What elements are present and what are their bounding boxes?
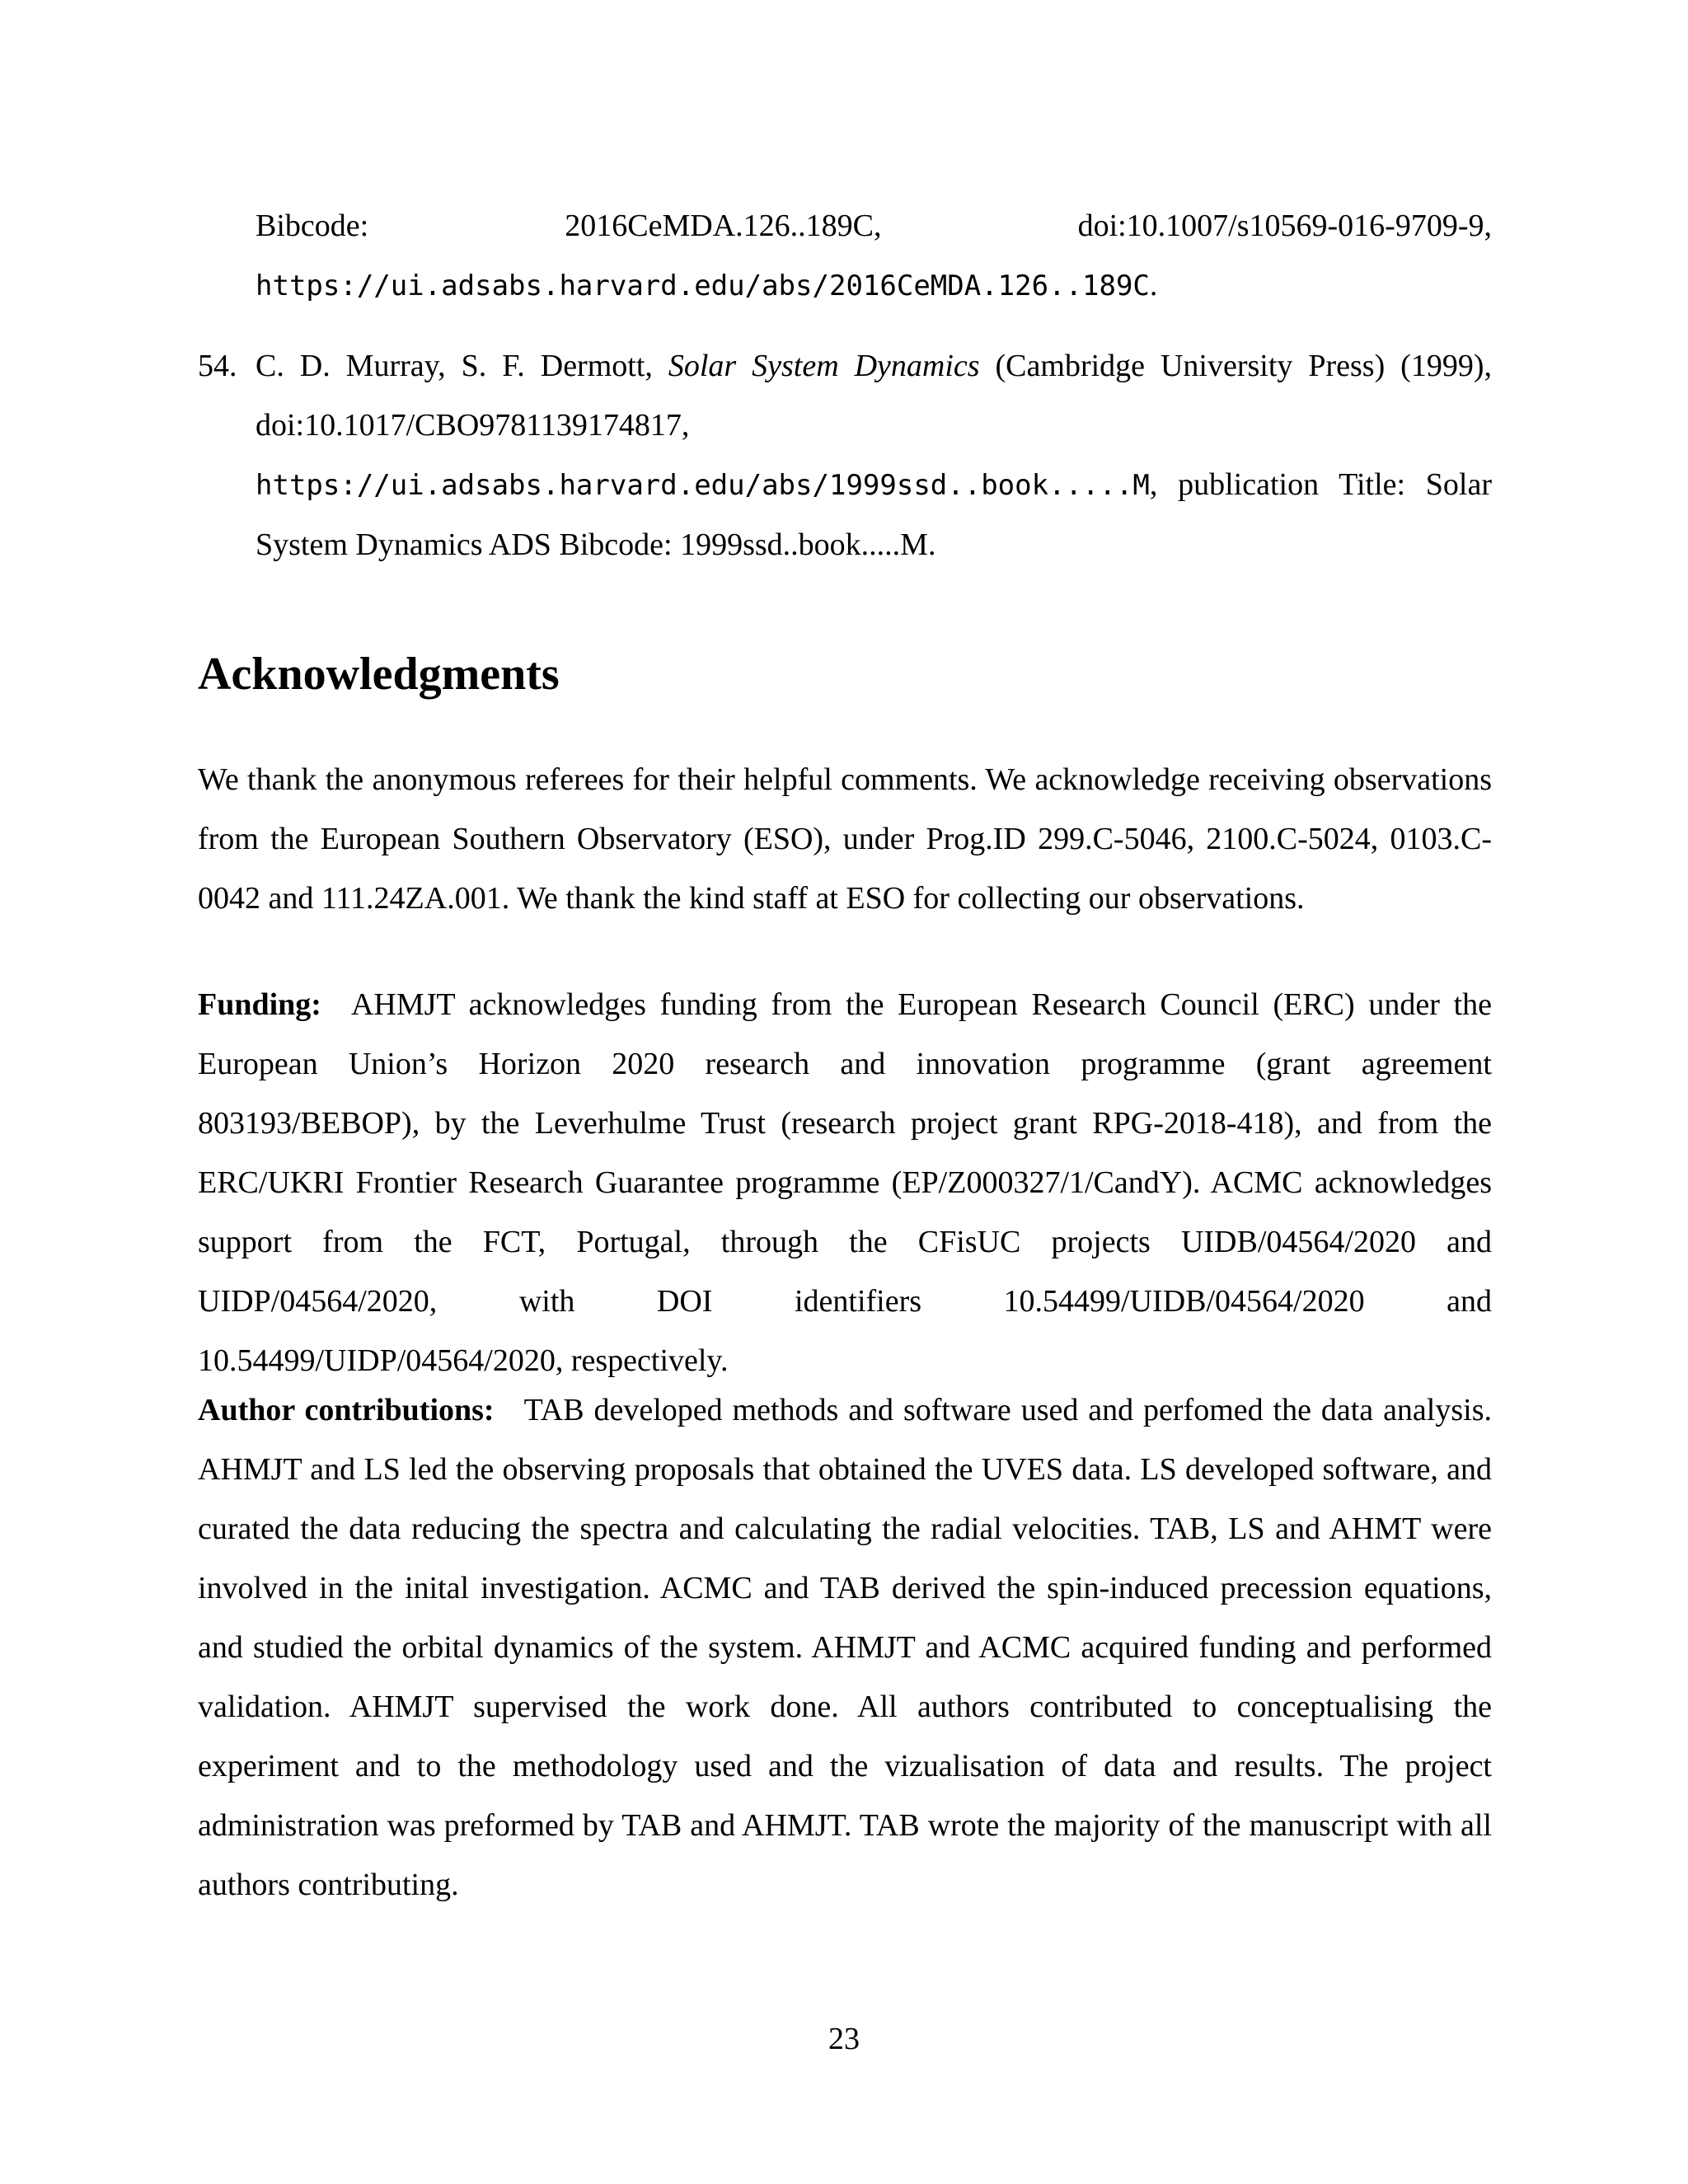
reference-53-text: Bibcode: 2016CeMDA.126..189C, doi:10.1007/s10569-016-9709-9, [256, 209, 1492, 243]
reference-53-url-link[interactable]: https://ui.adsabs.harvard.edu/abs/2016CeMDA.126..189C [256, 269, 1150, 302]
page-number: 23 [828, 2022, 860, 2056]
acknowledgments-paragraph: We thank the anonymous referees for their helpful comments. We acknowledge receiving observations from the European Southern Observatory (ESO), under Prog.ID 299.C-5046, 2100.C-5024, 0103.C-0042 and 111.24ZA.001. We thank the kind staff at ESO for collecting our observations. [198, 762, 1492, 916]
reference-54-tail: , publication Title: Solar System Dynamics ADS Bibcode: 1999ssd..book.....M. [256, 467, 1492, 562]
reference-54-title: Solar System Dynamics [668, 349, 980, 383]
reference-54 [198, 336, 1492, 574]
reference-54-details: (Cambridge University Press) (1999), doi:10.1017/CBO9781139174817, [256, 349, 1492, 443]
reference-53-continuation [256, 196, 1492, 316]
funding-label: Funding: [198, 987, 321, 1022]
author-contributions-paragraph [198, 1380, 1492, 1915]
reference-53-end: . [1149, 268, 1158, 302]
reference-54-authors: C. D. Murray, S. F. Dermott, [256, 349, 668, 383]
acknowledgments-heading: Acknowledgments [198, 649, 560, 700]
author-contributions-label: Author contributions: [198, 1393, 495, 1427]
reference-54-number: 54. [198, 349, 237, 383]
author-contributions-text: TAB developed methods and software used and perfomed the data analysis. AHMJT and LS led the observing proposals that obtained the UVES data. LS developed software, and curated the data reducing the spectra and calculating the radial velocities. TAB, LS and AHMT were involved in the inital investigation. ACMC and TAB derived the spin-induced precession equations, and studied the orbital dynamics of the system. AHMJT and ACMC acquired funding and performed validation. AHMJT supervised the work done. All authors contributed to conceptualising the experiment and to the methodology used and the vizualisation of data and results. The project administration was preformed by TAB and AHMJT. TAB wrote the majority of the manuscript with all authors contributing. [198, 1393, 1492, 1902]
reference-54-body [256, 336, 1492, 574]
reference-54-url-link[interactable]: https://ui.adsabs.harvard.edu/abs/1999ssd..book.....M [256, 469, 1150, 502]
funding-text: AHMJT acknowledges funding from the European Research Council (ERC) under the European Union’s Horizon 2020 research and innovation programme (grant agreement 803193/BEBOP), by the Leverhulme Trust (research project grant RPG-2018-418), and from the ERC/UKRI Frontier Research Guarantee programme (EP/Z000327/1/CandY). ACMC acknowledges support from the FCT, Portugal, through the CFisUC projects UIDB/04564/2020 and UIDP/04564/2020, with DOI identifiers 10.54499/UIDB/04564/2020 and 10.54499/UIDP/04564/2020, respectively. [198, 987, 1492, 1378]
funding-paragraph [198, 975, 1492, 1390]
